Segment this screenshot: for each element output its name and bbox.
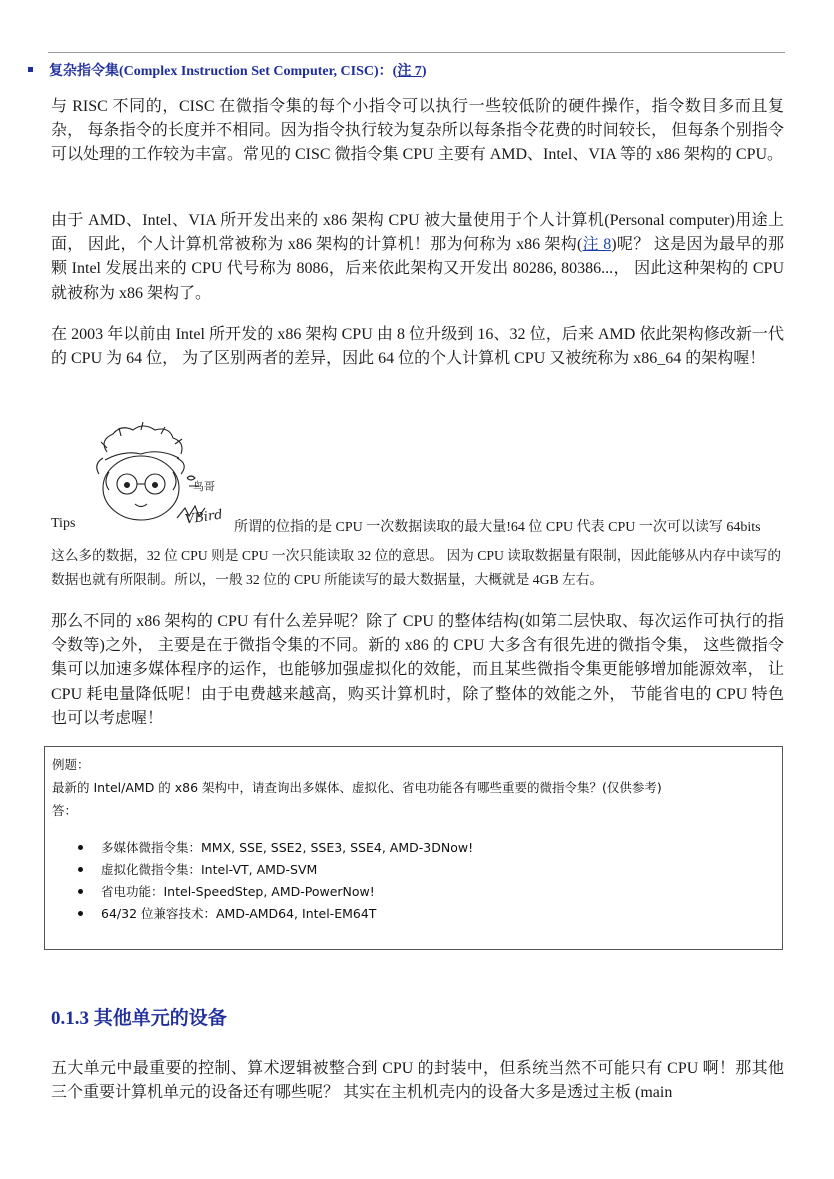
- note-7-link[interactable]: 注 7: [397, 64, 422, 79]
- mascot-caption: 鸟哥: [193, 480, 215, 493]
- tips-block: [51, 418, 791, 538]
- x86-text-before: 由于 AMD、Intel、VIA 所开发出来的 x86 架构 CPU 被大量使用于个人计算机(Personal computer)用途上面， 因此，个人计算机常被称为 x86 架构的计算机！那为何称为 x86 架构(: [51, 212, 784, 254]
- cisc-heading-close: ): [421, 64, 427, 79]
- vbird-mascot-icon: [77, 418, 237, 533]
- note-8-link[interactable]: 注 8: [582, 236, 612, 254]
- example-title: 例题：: [52, 757, 90, 772]
- section-title: 0.1.3 其他单元的设备: [51, 1008, 227, 1029]
- mascot-signature: VBird: [184, 507, 224, 528]
- paragraph-other-units: 五大单元中最重要的控制、算术逻辑被整合到 CPU 的封装中，但系统当然不可能只有 CPU 啊！那其他三个重要计算机单元的设备还有哪些呢？ 其实在主机机壳内的设备大多是透过主板 (main: [51, 1060, 784, 1102]
- paragraph-x86-64: 在 2003 年以前由 Intel 所开发的 x86 架构 CPU 由 8 位升级到 16、32 位，后来 AMD 依此架构修改新一代的 CPU 为 64 位， 为了区别两者的差异，因此 64 位的个人计算机 CPU 又被统称为 x86_64 的架构喔！: [51, 326, 784, 368]
- cisc-heading-text: 复杂指令集(Complex Instruction Set Computer, CISC)：(: [49, 64, 398, 79]
- example-answer-list: [51, 837, 473, 925]
- tips-label: Tips: [51, 516, 76, 531]
- tips-text-line2: 这么多的数据，32 位 CPU 则是 CPU 一次只能读取 32 位的意思。 因为 CPU 读取数据量有限制，因此能够从内存中读写的数据也就有所限制。所以，一般 32 位的 CPU 所能读写的最大数据量，大概就是 4GB 左右。: [51, 548, 782, 588]
- tips-text-line1: 所谓的位指的是 CPU 一次数据读取的最大量!64 位 CPU 代表 CPU 一次可以读写 64bits: [234, 520, 761, 535]
- paragraph-cisc-intro: 与 RISC 不同的，CISC 在微指令集的每个小指令可以执行一些较低阶的硬件操作，指令数目多而且复杂， 每条指令的长度并不相同。因为指令执行较为复杂所以每条指令花费的时间较长， 但每条个别指令可以处理的工作较为丰富。常见的 CISC 微指令集 CPU 主要有 AMD、Intel、VIA 等的 x86 架构的 CPU。: [51, 98, 784, 164]
- list-item: 多媒体微指令集：MMX, SSE, SSE2, SSE3, SSE4, AMD-3DNow!: [51, 837, 473, 859]
- paragraph-x86-origin: [51, 209, 784, 306]
- paragraph-instruction-sets: 那么不同的 x86 架构的 CPU 有什么差异呢？除了 CPU 的整体结构(如第二层快取、每次运作可执行的指令数等)之外， 主要是在于微指令集的不同。新的 x86 的 CPU 大多含有很先进的微指令集， 这些微指令集可以加速多媒体程序的运作，也能够加强虚拟化的效能，而且某些微指令集更能够增加能源效率， 让 CPU 耗电量降低呢！由于电费越来越高，购买计算机时，除了整体的效能之外， 节能省电的 CPU 特色也可以考虑喔！: [51, 613, 784, 727]
- list-item: 省电功能：Intel-SpeedStep, AMD-PowerNow!: [51, 881, 473, 903]
- example-box: [44, 746, 783, 950]
- list-item: 64/32 位兼容技术：AMD-AMD64, Intel-EM64T: [51, 903, 473, 925]
- example-question: 最新的 Intel/AMD 的 x86 架构中，请查询出多媒体、虚拟化、省电功能各有哪些重要的微指令集？(仅供参考): [52, 780, 662, 795]
- list-item: 虚拟化微指令集：Intel-VT, AMD-SVM: [51, 859, 473, 881]
- x86-text-after: )呢？ 这是因为最早的那颗 Intel 发展出来的 CPU 代号称为 8086，后来依此架构又开发出 80286, 80386...， 因此这种架构的 CPU 就被称为 x86 架构了。: [51, 236, 784, 302]
- example-answer-label: 答：: [52, 803, 78, 818]
- square-bullet-icon: [28, 67, 33, 72]
- cisc-heading: [28, 60, 426, 80]
- top-divider: [48, 52, 785, 53]
